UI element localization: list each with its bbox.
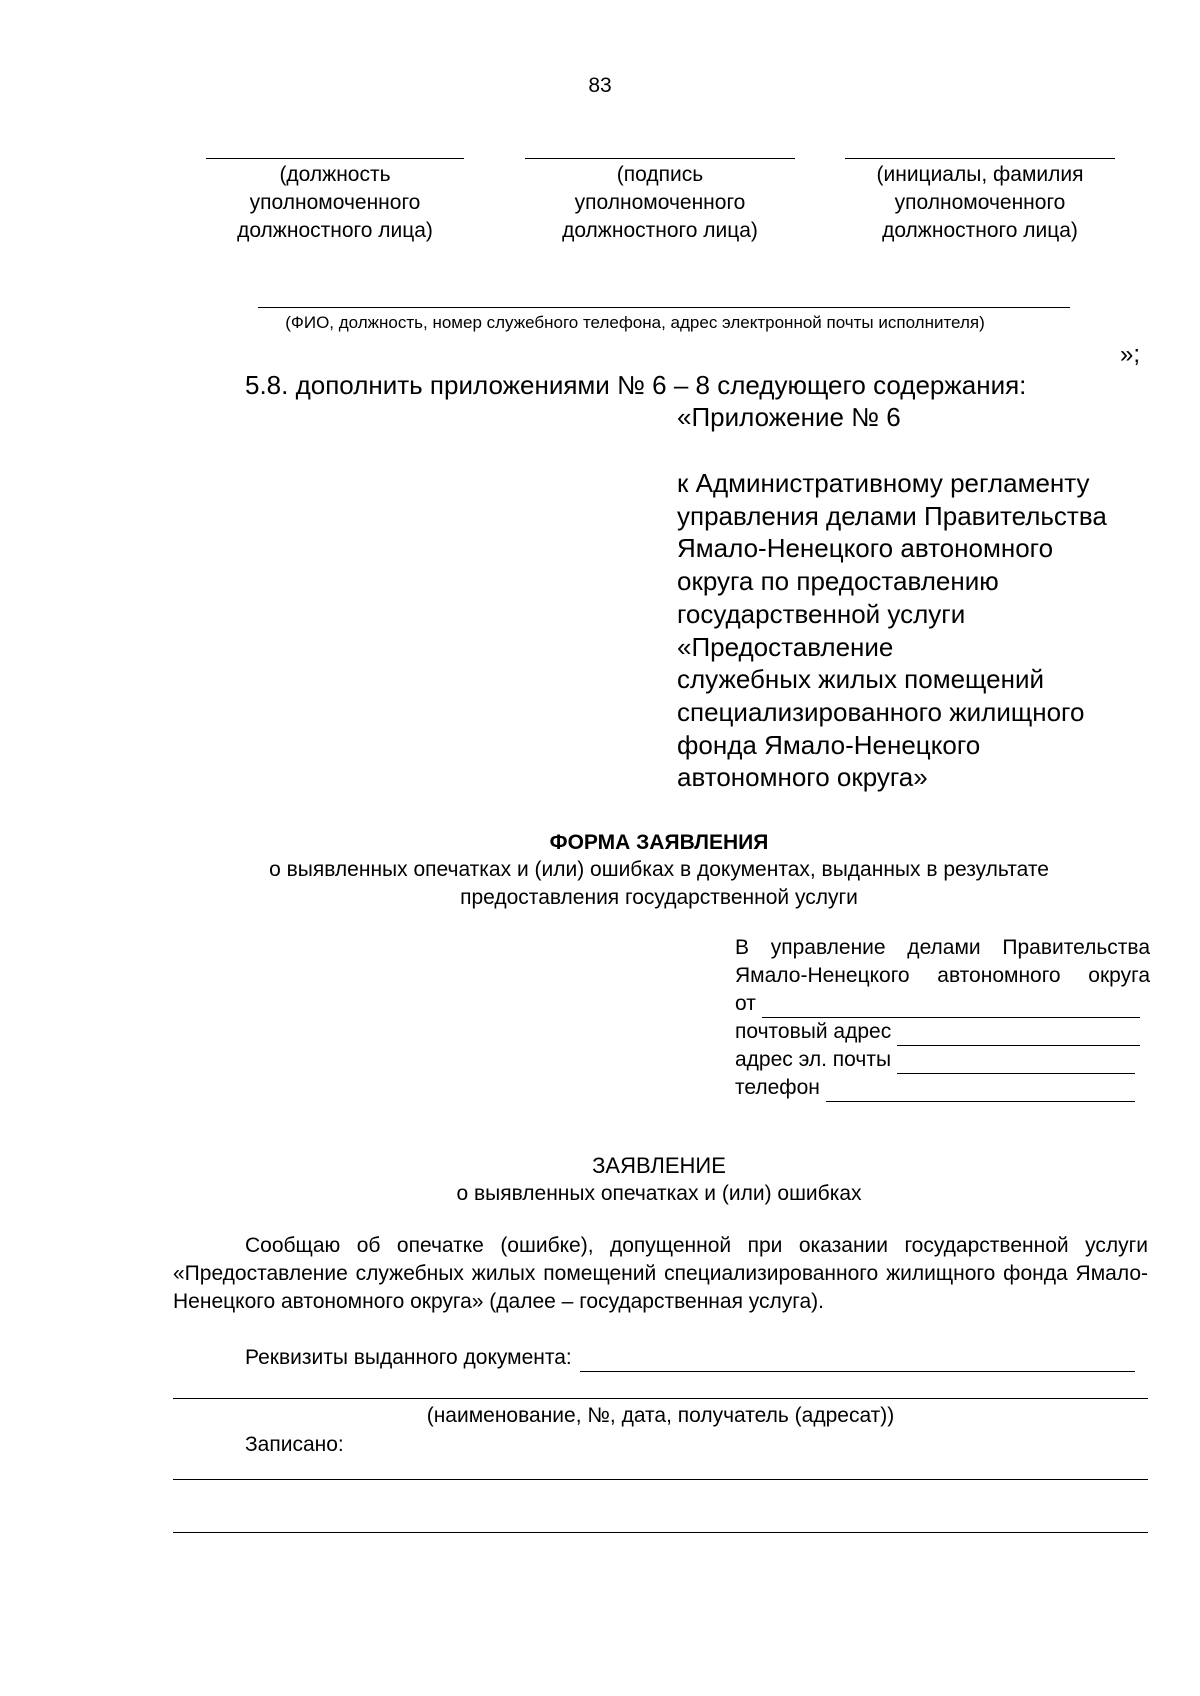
email-field[interactable]	[897, 1053, 1135, 1074]
closing-quote: »;	[1120, 341, 1141, 368]
from-field[interactable]	[762, 997, 1140, 1018]
statement-title: ЗАЯВЛЕНИЕ	[592, 1153, 726, 1178]
appendix-reference: к Административному регламенту управления делами Правительства Ямало-Ненецкого автономного округа по предоставлению государственной услуги «Предоставление служебных жилых помещений специализированного жилищного фонда Ямало-Ненецкого автономного округа»	[677, 468, 1107, 793]
addressee-block	[735, 934, 1150, 1102]
signature-underline	[525, 158, 795, 159]
written-line-2[interactable]	[173, 1532, 1148, 1533]
from-row	[735, 990, 1140, 1018]
email-label: адрес эл. почты	[735, 1048, 892, 1071]
email-row	[735, 1046, 1135, 1074]
signature-sign-column	[525, 158, 795, 245]
form-title: ФОРМА ЗАЯВЛЕНИЯ	[549, 831, 769, 854]
phone-label: телефон	[735, 1076, 820, 1099]
postal-field[interactable]	[897, 1025, 1140, 1046]
statement-subtitle: о выявленных опечатках и (или) ошибках	[456, 1182, 862, 1205]
position-underline	[206, 158, 464, 159]
executor-label: (ФИО, должность, номер служебного телефона, адрес электронной почты исполнителя)	[285, 313, 985, 332]
document-details-label: Реквизиты выданного документа:	[245, 1346, 572, 1369]
signature-position-column	[200, 158, 470, 245]
phone-field[interactable]	[826, 1081, 1135, 1102]
executor-underline	[258, 307, 1070, 308]
document-details-row	[245, 1344, 1135, 1372]
postal-label: почтовый адрес	[735, 1020, 892, 1043]
form-subtitle: о выявленных опечатках и (или) ошибках в документах, выданных в результате предоставления государственной услуги	[269, 858, 1049, 909]
from-label: от	[735, 992, 756, 1015]
name-underline	[845, 158, 1115, 159]
document-details-line[interactable]	[173, 1398, 1148, 1399]
statement-body: Сообщаю об опечатке (ошибке), допущенной при оказании государственной услуги «Предоставление служебных жилых помещений специализированного жилищного фонда Ямало-Ненецкого автономного округа» (далее – государственная услуга).	[173, 1234, 1148, 1313]
signature-name-column	[845, 158, 1115, 245]
written-label: Записано:	[245, 1433, 344, 1456]
written-line-1[interactable]	[173, 1479, 1148, 1480]
postal-row	[735, 1018, 1140, 1046]
document-details-hint: (наименование, №, дата, получатель (адресат))	[426, 1404, 895, 1427]
page-number: 83	[588, 74, 612, 97]
phone-row	[735, 1074, 1135, 1102]
appendix-title: «Приложение № 6	[677, 402, 901, 432]
amendment-text: 5.8. дополнить приложениями № 6 – 8 следующего содержания:	[245, 370, 1027, 400]
signature-label: (подпись уполномоченного должностного лица)	[562, 163, 758, 242]
addressee-to: В управление делами Правительства Ямало-Ненецкого автономного округа	[735, 936, 1150, 987]
position-label: (должность уполномоченного должностного лица)	[237, 163, 433, 242]
name-label: (инициалы, фамилия уполномоченного должностного лица)	[876, 163, 1084, 242]
document-details-field[interactable]	[580, 1351, 1135, 1372]
